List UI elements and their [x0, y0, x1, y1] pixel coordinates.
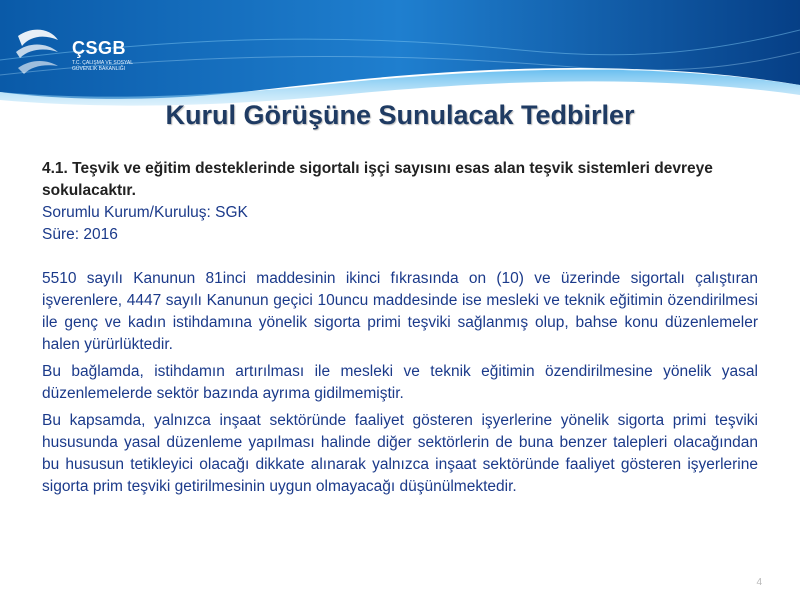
page-number: 4 [756, 577, 762, 588]
duration: Süre: 2016 [42, 226, 118, 243]
responsible-institution: Sorumlu Kurum/Kuruluş: SGK [42, 204, 248, 221]
paragraph-1: 5510 sayılı Kanunun 81inci maddesinin ikinci fıkrasında on (10) ve üzerinde sigortalı çalıştıran işverenlere, 4447 sayılı Kanunun geçici 10uncu maddesinde ise mesleki ve teknik eğitimin özendirilmesi ile genç ve kadın istihdamına yönelik sigorta primi teşviki sağlanmış olup, bahse konu düzenlemeler halen yürürlüktedir. [42, 270, 758, 353]
ministry-logo [10, 10, 140, 90]
logo-emblem-icon [10, 24, 65, 79]
logo-text: ÇSGB [72, 38, 127, 58]
logo-subtitle: T.C. ÇALIŞMA VE SOSYAL GÜVENLIK BAKANLIĞI [72, 60, 133, 72]
header-banner [0, 0, 800, 115]
paragraph-3: Bu kapsamda, yalnızca inşaat sektöründe faaliyet gösteren işyerlerine yönelik sigorta primi teşviki hususunda yasal düzenleme yapılması halinde diğer sektörlerin de buna benzer talepleri olacağından bu hususun tetikleyici olacağı dikkate alınarak yalnızca inşaat sektöründe faaliyet gösteren işyerlerine sigorta prim teşviki getirilmesinin uygun olmayacağı düşünülmektedir. [42, 412, 758, 495]
slide-content [42, 158, 758, 498]
measure-heading: 4.1. Teşvik ve eğitim desteklerinde sigortalı işçi sayısını esas alan teşvik sistemleri devreye sokulacaktır. [42, 160, 713, 199]
paragraph-2: Bu bağlamda, istihdamın artırılması ile mesleki ve teknik eğitimin özendirilmesine yönelik yasal düzenlemelerde sektör bazında ayrıma gidilmemiştir. [42, 363, 758, 402]
slide-title: Kurul Görüşüne Sunulacak Tedbirler [165, 100, 635, 130]
